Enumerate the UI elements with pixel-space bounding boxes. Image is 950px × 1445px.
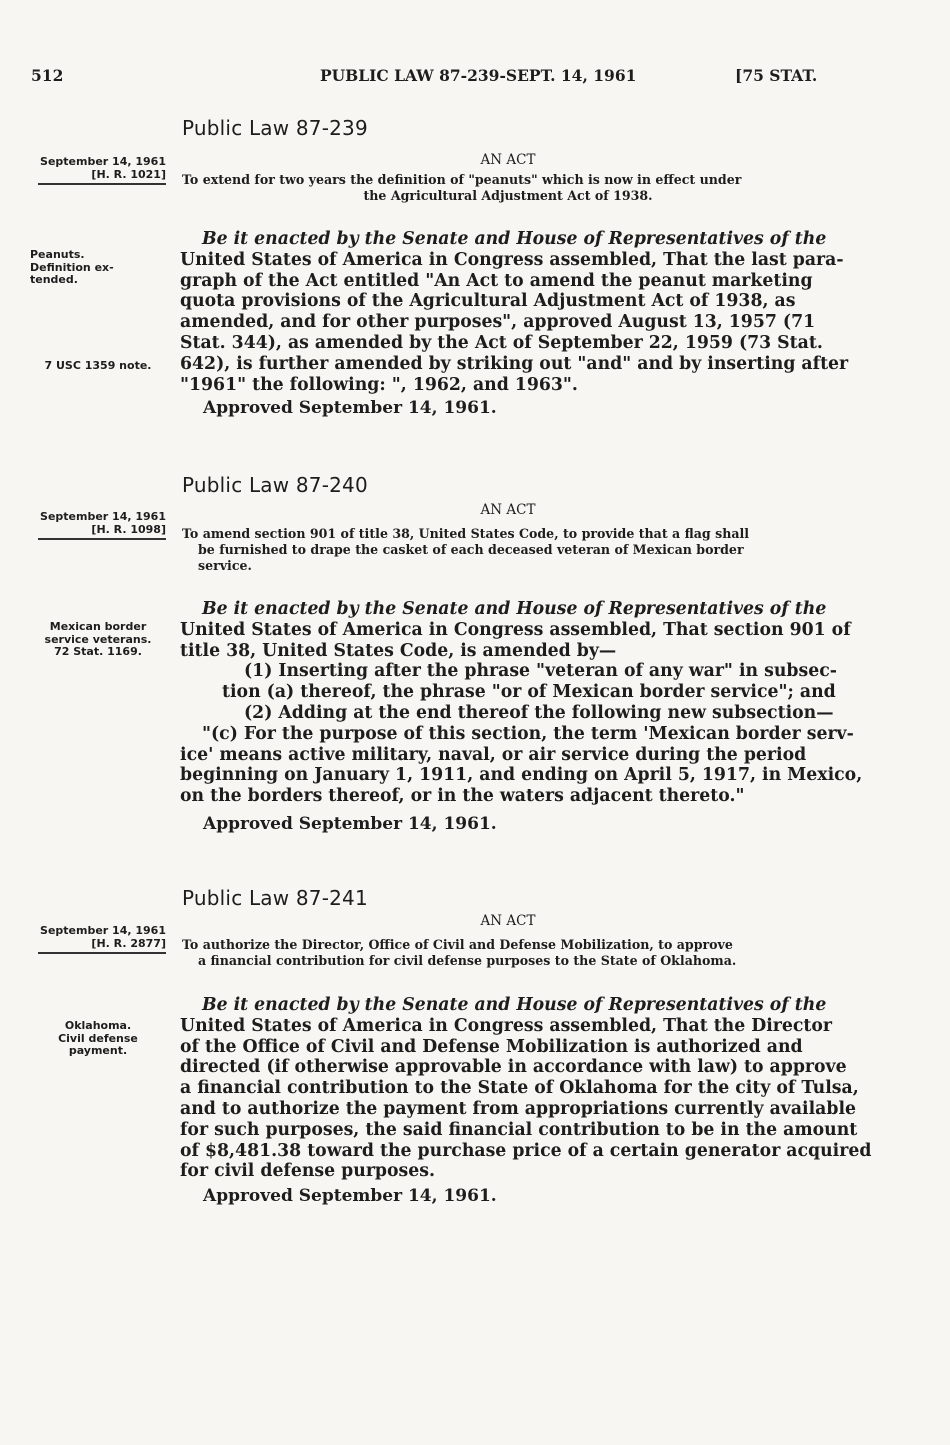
margin-date-note bbox=[30, 925, 166, 954]
body-line: directed (if otherwise approvable in accordance with law) to approve bbox=[180, 1057, 847, 1078]
act-body bbox=[180, 995, 872, 1182]
body-line: "1961" the following: ", 1962, and 1963". bbox=[180, 374, 578, 395]
margin-note-line: Definition ex- bbox=[30, 260, 114, 274]
act-body bbox=[180, 599, 863, 807]
margin-date-note bbox=[30, 511, 166, 540]
body-line: (2) Adding at the end thereof the following new subsection— bbox=[244, 702, 834, 723]
body-line: graph of the Act entitled "An Act to amend the peanut marketing bbox=[180, 270, 813, 291]
body-line: Be it enacted by the Senate and House of Representatives of the bbox=[202, 229, 827, 249]
margin-note-line: payment. bbox=[68, 1044, 128, 1057]
body-line: ice' means active military, naval, or air service during the period bbox=[180, 744, 807, 765]
purpose-line: To authorize the Director, Office of Civil and Defense Mobilization, to approve bbox=[182, 937, 733, 952]
margin-rule bbox=[38, 952, 166, 954]
body-line: tion (a) thereof, the phrase "or of Mexican border service"; and bbox=[222, 682, 836, 703]
margin-note-line: tended. bbox=[30, 273, 78, 286]
body-line: 642), is further amended by striking out "and" and by inserting after bbox=[180, 353, 849, 374]
bill-number: [H. R. 1021] bbox=[91, 167, 166, 181]
margin-date: September 14, 1961 bbox=[40, 155, 166, 168]
act-purpose bbox=[182, 937, 834, 969]
page-number: 512 bbox=[31, 66, 64, 85]
body-line: (1) Inserting after the phrase "veteran of any war" in subsec- bbox=[244, 661, 837, 682]
body-line: of the Office of Civil and Defense Mobilization is authorized and bbox=[180, 1036, 803, 1057]
margin-note-oklahoma bbox=[26, 1020, 170, 1058]
purpose-line: be furnished to drape the casket of each deceased veteran of Mexican border bbox=[198, 542, 744, 557]
margin-date: September 14, 1961 bbox=[40, 510, 166, 523]
purpose-line: To amend section 901 of title 38, United States Code, to provide that a flag shall bbox=[182, 526, 750, 541]
approval-line: Approved September 14, 1961. bbox=[203, 398, 497, 418]
body-line: Be it enacted by the Senate and House of Representatives of the bbox=[202, 599, 827, 619]
body-line: beginning on January 1, 1911, and ending on April 5, 1917, in Mexico, bbox=[180, 765, 863, 786]
bill-number: [H. R. 2877] bbox=[91, 936, 166, 950]
margin-note-mexican-border bbox=[26, 621, 170, 659]
margin-note-peanuts bbox=[30, 249, 166, 287]
body-line: amended, and for other purposes", approved August 13, 1957 (71 bbox=[180, 312, 816, 333]
body-line: title 38, United States Code, is amended by— bbox=[180, 640, 617, 661]
approval-line: Approved September 14, 1961. bbox=[203, 814, 497, 834]
law-title: Public Law 87-239 bbox=[182, 116, 368, 140]
margin-note-line: Mexican border bbox=[49, 620, 147, 633]
body-line: of $8,481.38 toward the purchase price of a certain generator acquired bbox=[180, 1140, 872, 1161]
running-title: PUBLIC LAW 87-239-SEPT. 14, 1961 bbox=[320, 66, 637, 85]
body-line: and to authorize the payment from appropriations currently available bbox=[180, 1098, 857, 1119]
body-line: for such purposes, the said financial contribution to be in the amount bbox=[180, 1119, 858, 1140]
bill-number: [H. R. 1098] bbox=[91, 522, 166, 536]
body-line: United States of America in Congress assembled, That the Director bbox=[180, 1015, 833, 1036]
approval-line: Approved September 14, 1961. bbox=[203, 1186, 497, 1206]
margin-note-line: 72 Stat. 1169. bbox=[54, 645, 142, 658]
margin-note-line: Peanuts. bbox=[30, 248, 85, 261]
body-line: United States of America in Congress assembled, That the last para- bbox=[180, 249, 844, 270]
margin-rule bbox=[38, 538, 166, 540]
margin-note-line: 7 USC 1359 note. bbox=[44, 359, 152, 372]
body-line: a financial contribution to the State of Oklahoma for the city of Tulsa, bbox=[180, 1078, 859, 1099]
an-act-heading: AN ACT bbox=[480, 152, 536, 168]
body-line: for civil defense purposes. bbox=[180, 1161, 435, 1182]
act-purpose bbox=[182, 526, 834, 574]
an-act-heading: AN ACT bbox=[480, 502, 536, 518]
margin-date: September 14, 1961 bbox=[40, 924, 166, 937]
body-line: "(c) For the purpose of this section, the term 'Mexican border serv- bbox=[202, 723, 854, 744]
purpose-line: To extend for two years the definition of "peanuts" which is now in effect under bbox=[182, 172, 742, 187]
margin-date-note bbox=[30, 156, 166, 185]
act-purpose bbox=[182, 172, 834, 204]
law-title: Public Law 87-241 bbox=[182, 886, 368, 910]
an-act-heading: AN ACT bbox=[480, 913, 536, 929]
purpose-line: the Agricultural Adjustment Act of 1938. bbox=[363, 188, 653, 203]
margin-note-line: Civil defense bbox=[58, 1031, 138, 1045]
purpose-line: a financial contribution for civil defense purposes to the State of Oklahoma. bbox=[198, 953, 737, 968]
body-line: Be it enacted by the Senate and House of Representatives of the bbox=[202, 995, 827, 1015]
law-title: Public Law 87-240 bbox=[182, 473, 368, 497]
body-line: Stat. 344), as amended by the Act of September 22, 1959 (73 Stat. bbox=[180, 332, 823, 353]
body-line: on the borders thereof, or in the waters adjacent thereto." bbox=[180, 786, 745, 807]
margin-note-line: service veterans. bbox=[44, 632, 152, 646]
margin-rule bbox=[38, 183, 166, 185]
margin-note-line: Oklahoma. bbox=[64, 1019, 132, 1032]
margin-note-usc bbox=[26, 360, 170, 373]
body-line: United States of America in Congress assembled, That section 901 of bbox=[180, 619, 851, 640]
body-line: quota provisions of the Agricultural Adjustment Act of 1938, as bbox=[180, 291, 796, 312]
volume-reference: [75 STAT. bbox=[735, 66, 818, 85]
act-body bbox=[180, 229, 849, 395]
purpose-line: service. bbox=[198, 558, 252, 573]
